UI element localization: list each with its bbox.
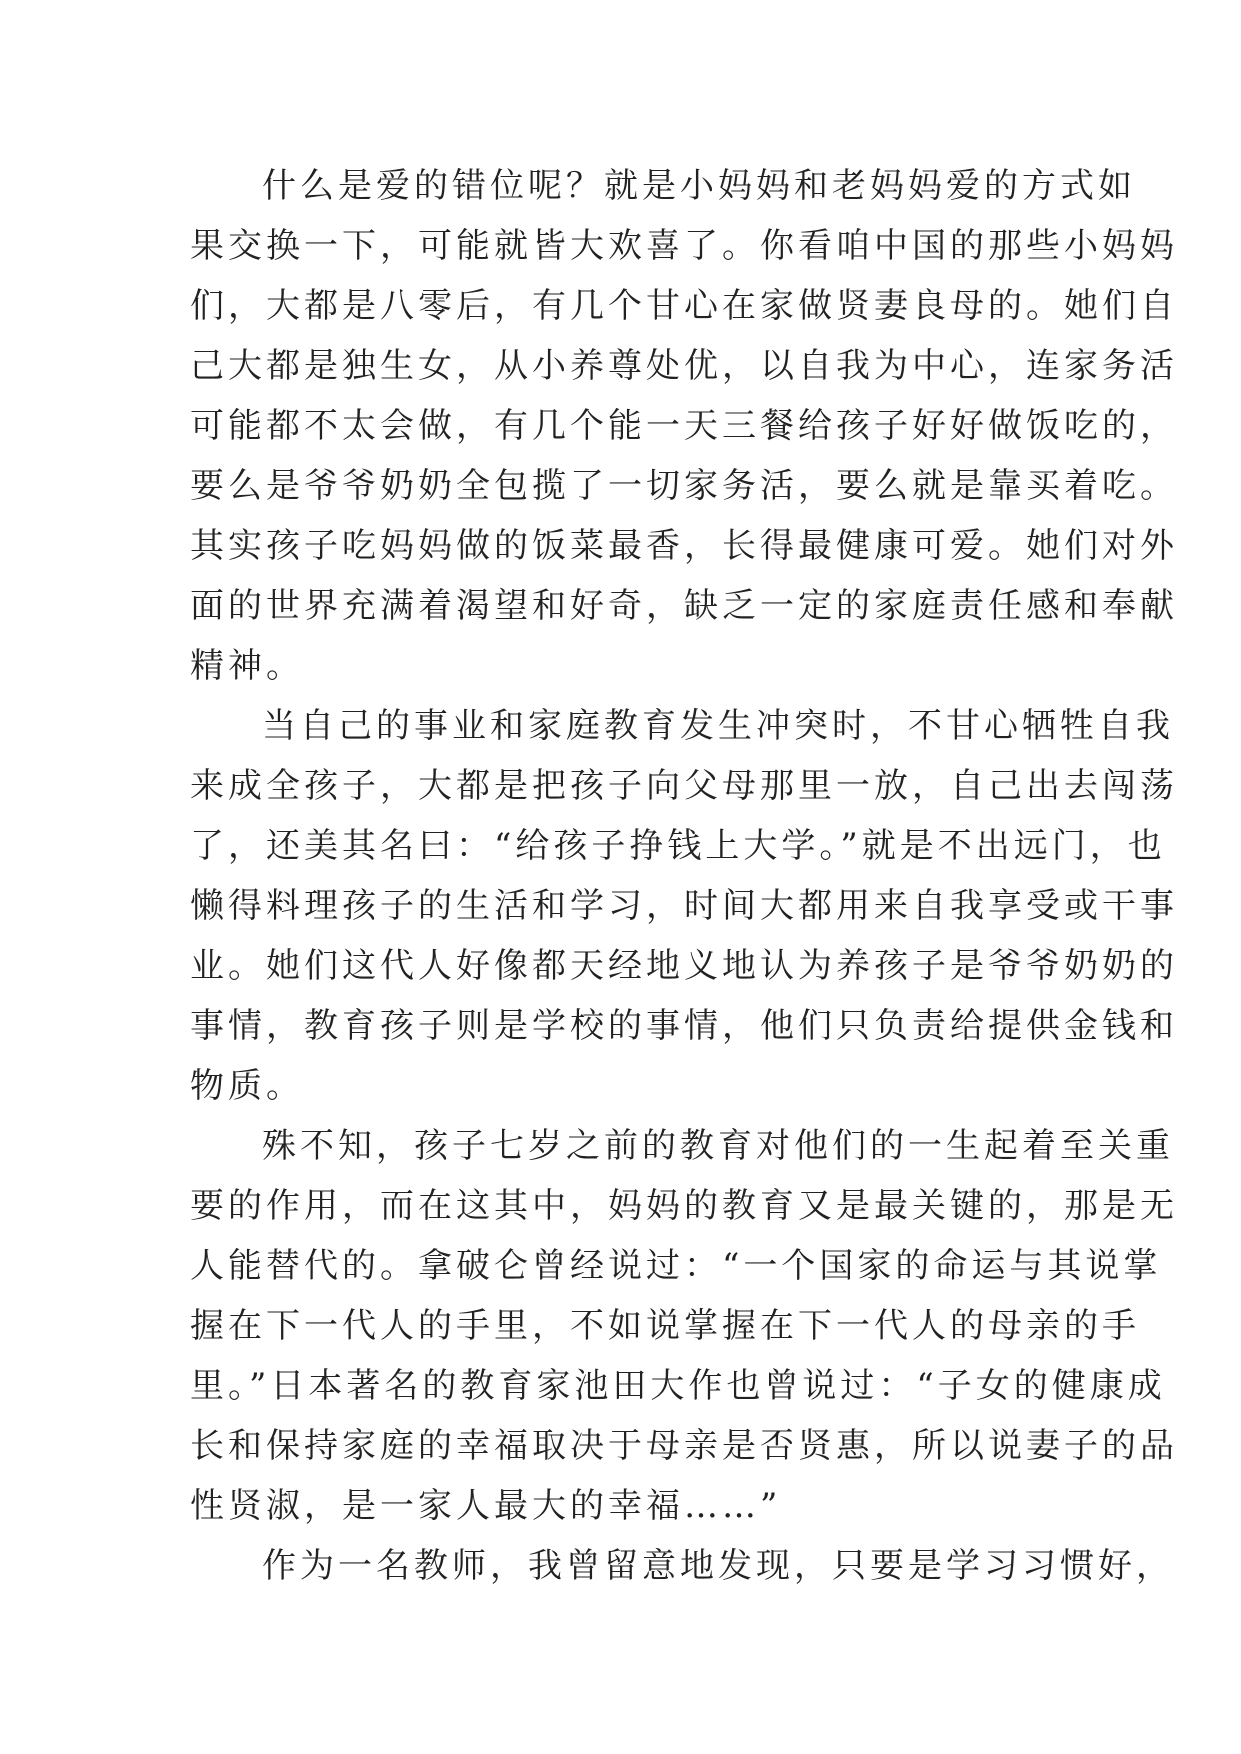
paragraph-2-line-5: 业。她们这代人好像都天经地义地认为养孩子是爷爷奶奶的 xyxy=(190,946,1178,986)
paragraph-2-line-3: 了，还美其名曰：“给孩子挣钱上大学。”就是不出远门，也 xyxy=(190,826,1166,866)
document-body xyxy=(190,156,1178,1596)
paragraph-3-line-3: 人能替代的。拿破仑曾经说过：“一个国家的命运与其说掌 xyxy=(190,1246,1162,1286)
paragraph-3-line-4: 握在下一代人的手里，不如说掌握在下一代人的母亲的手 xyxy=(190,1306,1140,1346)
paragraph-2-line-4: 懒得料理孩子的生活和学习，时间大都用来自我享受或干事 xyxy=(190,886,1178,926)
paragraph-1-line-4: 己大都是独生女，从小养尊处优，以自我为中心，连家务活 xyxy=(190,346,1178,386)
paragraph-3-line-7: 性贤淑，是一家人最大的幸福……” xyxy=(190,1486,782,1526)
paragraph-1-line-5: 可能都不太会做，有几个能一天三餐给孩子好好做饭吃的， xyxy=(190,406,1178,446)
paragraph-3-line-1: 殊不知，孩子七岁之前的教育对他们的一生起着至关重 xyxy=(262,1126,1174,1166)
paragraph-1-line-1: 什么是爱的错位呢？就是小妈妈和老妈妈爱的方式如 xyxy=(262,166,1136,206)
paragraph-4-line-1: 作为一名教师，我曾留意地发现，只要是学习习惯好， xyxy=(262,1546,1174,1586)
paragraph-1-line-7: 其实孩子吃妈妈做的饭菜最香，长得最健康可爱。她们对外 xyxy=(190,526,1178,566)
paragraph-2-line-2: 来成全孩子，大都是把孩子向父母那里一放，自己出去闯荡 xyxy=(190,766,1178,806)
paragraph-1-line-3: 们，大都是八零后，有几个甘心在家做贤妻良母的。她们自 xyxy=(190,286,1178,326)
paragraph-3-line-6: 长和保持家庭的幸福取决于母亲是否贤惠，所以说妻子的品 xyxy=(190,1426,1178,1466)
paragraph-3-line-5: 里。”日本著名的教育家池田大作也曾说过：“子女的健康成 xyxy=(190,1366,1166,1406)
paragraph-2-line-1: 当自己的事业和家庭教育发生冲突时，不甘心牺牲自我 xyxy=(262,706,1174,746)
paragraph-3-line-2: 要的作用，而在这其中，妈妈的教育又是最关键的，那是无 xyxy=(190,1186,1178,1226)
paragraph-2-line-7: 物质。 xyxy=(190,1066,304,1106)
paragraph-1-line-6: 要么是爷爷奶奶全包揽了一切家务活，要么就是靠买着吃。 xyxy=(190,466,1178,506)
paragraph-1-line-9: 精神。 xyxy=(190,646,304,686)
paragraph-1-line-2: 果交换一下，可能就皆大欢喜了。你看咱中国的那些小妈妈 xyxy=(190,226,1178,266)
paragraph-2-line-6: 事情，教育孩子则是学校的事情，他们只负责给提供金钱和 xyxy=(190,1006,1178,1046)
paragraph-1-line-8: 面的世界充满着渴望和好奇，缺乏一定的家庭责任感和奉献 xyxy=(190,586,1178,626)
